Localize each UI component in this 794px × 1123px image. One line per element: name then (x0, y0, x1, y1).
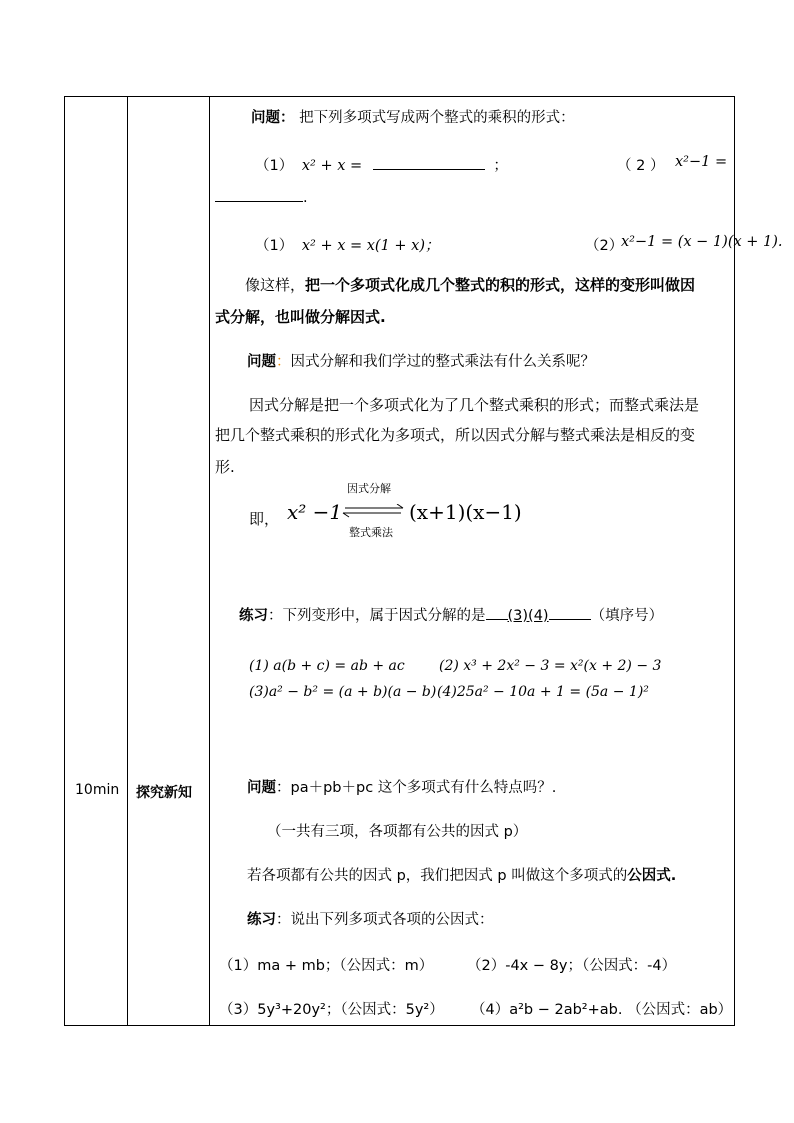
question-1-continuation: . (215, 190, 308, 206)
explanation-line: 把几个整式乘积的形式化为多项式，所以因式分解与整式乘法是相反的变 (215, 426, 696, 444)
question-3-answer: （一共有三项，各项都有公共的因式 p） (267, 824, 528, 840)
exercise-item: （4）a²b − 2ab²+ab. （公因式：ab） (471, 1002, 733, 1018)
relation-prefix: 即， (249, 510, 280, 528)
definition-term: 公因式. (627, 868, 677, 884)
exercise-item: (4)25a² − 10a + 1 = (5a − 1)² (437, 684, 649, 700)
answer-blank (549, 619, 591, 620)
question-colon: ： (276, 354, 291, 370)
content-cell (209, 96, 783, 1026)
relation-right: (x+1)(x−1) (409, 500, 522, 524)
separator: ； (493, 158, 508, 174)
exercise-2 (247, 908, 494, 929)
double-arrow-icon (341, 504, 405, 518)
answer: x²−1 = (x − 1)(x + 1). (621, 234, 783, 250)
item-number: （ 2 ） (617, 158, 665, 174)
question-label: 问题 (247, 354, 276, 370)
time-cell: 10min (75, 782, 120, 798)
question-1-items (255, 154, 728, 175)
exercise-item: （1）ma + mb；（公因式：m） (219, 958, 434, 974)
expression: x²−1 = (675, 154, 728, 170)
definition-text: 若各项都有公共的因式 p，我们把因式 p 叫做这个多项式的 (247, 868, 628, 884)
question-label: 问题 (247, 780, 276, 796)
answer-blank (486, 619, 508, 620)
question-text: 把下列多项式写成两个整式的乘积的形式： (299, 110, 575, 126)
answer-blank (373, 169, 485, 170)
question-3 (247, 776, 556, 797)
answer-blank (215, 191, 303, 202)
question-2 (247, 350, 595, 371)
exercise-text: ：下列变形中，属于因式分解的是 (268, 608, 486, 624)
exercise-label: 练习 (239, 608, 268, 624)
definition-lead: 像这样， (245, 276, 306, 294)
section-cell: 探究新知 (136, 785, 192, 801)
question-label: 问题： (251, 110, 295, 126)
definition-text: 把一个多项式化成几个整式的积的形式，这样的变形叫做因 (305, 276, 696, 294)
arrow-top-label: 因式分解 (347, 482, 391, 495)
exercise-item: （3）5y³+20y²；（公因式：5y²） (219, 1002, 444, 1018)
exercise-text: ：说出下列多项式各项的公因式： (276, 912, 494, 928)
column-divider (127, 97, 128, 1025)
question-1-answers (255, 234, 783, 255)
exercise-suffix: （填序号） (590, 608, 664, 624)
expression: x² + x = (301, 158, 363, 174)
question-text: ：pa＋pb＋pc 这个多项式有什么特点吗？. (276, 780, 557, 796)
explanation-line: 因式分解是把一个多项式化为了几个整式乘积的形式；而整式乘法是 (249, 396, 700, 414)
question-1 (251, 106, 575, 127)
exercise-1 (239, 604, 663, 625)
exercise-item: （2）-4x − 8y；（公因式：-4） (467, 958, 677, 974)
exercise-item: (3)a² − b² = (a + b)(a − b) (249, 684, 437, 700)
arrow-bottom-label: 整式乘法 (349, 526, 393, 539)
item-number: （2） (585, 238, 624, 254)
item-number: （1） (255, 158, 294, 174)
definition-line-1 (245, 274, 695, 295)
exercise-answer: (3)(4) (507, 608, 549, 624)
explanation-line: 形. (215, 458, 235, 476)
relation-left: x² −1 (287, 500, 343, 524)
answer: x² + x = x(1 + x)； (301, 238, 440, 254)
exercise-label: 练习 (247, 912, 276, 928)
definition-line-2: 式分解，也叫做分解因式. (215, 308, 386, 326)
common-factor-definition (247, 864, 676, 885)
exercise-item: (1) a(b + c) = ab + ac (249, 658, 405, 674)
item-number: （1） (255, 238, 294, 254)
exercise-item: (2) x³ + 2x² − 3 = x²(x + 2) − 3 (439, 658, 662, 674)
question-text: 因式分解和我们学过的整式乘法有什么关系呢？ (290, 354, 595, 370)
